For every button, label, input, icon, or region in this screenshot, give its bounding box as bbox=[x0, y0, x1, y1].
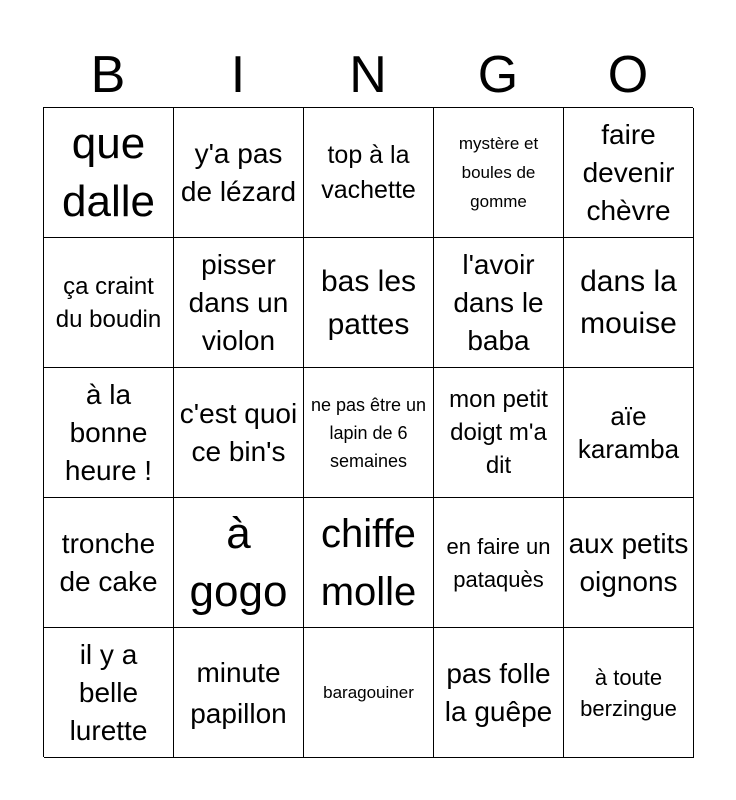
bingo-cell[interactable] bbox=[304, 238, 434, 368]
bingo-cell-text: il y a belle lurette bbox=[69, 638, 148, 746]
bingo-cell-text: top à la vachette bbox=[321, 140, 416, 204]
bingo-cell-text: aïe karamba bbox=[577, 400, 680, 464]
bingo-cell-text: baragouiner bbox=[323, 682, 414, 702]
bingo-cell-text: ça craint du boudin bbox=[55, 272, 162, 333]
bingo-cell[interactable] bbox=[174, 498, 304, 628]
bingo-cell-text: pas folle la guêpe bbox=[444, 657, 553, 727]
bingo-cell-text: à la bonne heure ! bbox=[64, 378, 153, 486]
bingo-cell[interactable] bbox=[434, 498, 564, 628]
bingo-cell[interactable] bbox=[564, 238, 694, 368]
bingo-cell[interactable] bbox=[434, 238, 564, 368]
bingo-cell[interactable] bbox=[304, 498, 434, 628]
bingo-cell[interactable] bbox=[564, 628, 694, 758]
bingo-cell[interactable] bbox=[434, 628, 564, 758]
bingo-cell-text: tronche de cake bbox=[59, 527, 158, 597]
bingo-cell-text: l'avoir dans le baba bbox=[453, 248, 544, 356]
bingo-cell-text: c'est quoi ce bin's bbox=[179, 397, 298, 467]
bingo-card-grid bbox=[43, 107, 693, 757]
bingo-cell[interactable] bbox=[564, 368, 694, 498]
bingo-cell-text: que dalle bbox=[62, 118, 155, 226]
bingo-cell-text: y'a pas de lézard bbox=[180, 137, 297, 207]
bingo-cell-text: aux petits oignons bbox=[568, 527, 689, 597]
bingo-cell-text: pisser dans un violon bbox=[188, 248, 289, 356]
bingo-cell[interactable] bbox=[44, 368, 174, 498]
bingo-cell[interactable] bbox=[564, 108, 694, 238]
bingo-cell[interactable] bbox=[564, 498, 694, 628]
bingo-cell[interactable] bbox=[44, 238, 174, 368]
bingo-cell-text: à gogo bbox=[189, 508, 288, 616]
header-letter-b: B bbox=[90, 46, 126, 104]
bingo-cell[interactable] bbox=[44, 498, 174, 628]
bingo-cell-text: ne pas être un lapin de 6 semaines bbox=[310, 394, 427, 471]
bingo-cell-text: minute papillon bbox=[190, 656, 287, 729]
bingo-cell[interactable] bbox=[174, 628, 304, 758]
bingo-cell-text: dans la mouise bbox=[580, 264, 677, 340]
bingo-cell[interactable] bbox=[44, 628, 174, 758]
header-letter-g: G bbox=[477, 46, 519, 104]
bingo-cell-text: à toute berzingue bbox=[580, 664, 677, 721]
bingo-header bbox=[43, 44, 693, 106]
header-letter-o: O bbox=[607, 46, 649, 104]
bingo-cell-text: en faire un pataquès bbox=[446, 533, 551, 592]
header-letter-n: N bbox=[349, 46, 387, 104]
bingo-cell[interactable] bbox=[44, 108, 174, 238]
bingo-cell[interactable] bbox=[304, 628, 434, 758]
bingo-cell-text: chiffe molle bbox=[320, 511, 417, 614]
bingo-cell[interactable] bbox=[434, 368, 564, 498]
bingo-cell[interactable] bbox=[304, 108, 434, 238]
bingo-cell-text: mon petit doigt m'a dit bbox=[449, 386, 548, 479]
bingo-cell-text: mystère et boules de gomme bbox=[458, 134, 539, 211]
bingo-cell-text: bas les pattes bbox=[320, 264, 417, 341]
bingo-cell-text: faire devenir chèvre bbox=[582, 118, 675, 226]
header-letter-i: I bbox=[230, 46, 246, 104]
bingo-cell[interactable] bbox=[174, 108, 304, 238]
bingo-cell[interactable] bbox=[434, 108, 564, 238]
bingo-cell[interactable] bbox=[174, 368, 304, 498]
bingo-cell[interactable] bbox=[304, 368, 434, 498]
bingo-cell[interactable] bbox=[174, 238, 304, 368]
